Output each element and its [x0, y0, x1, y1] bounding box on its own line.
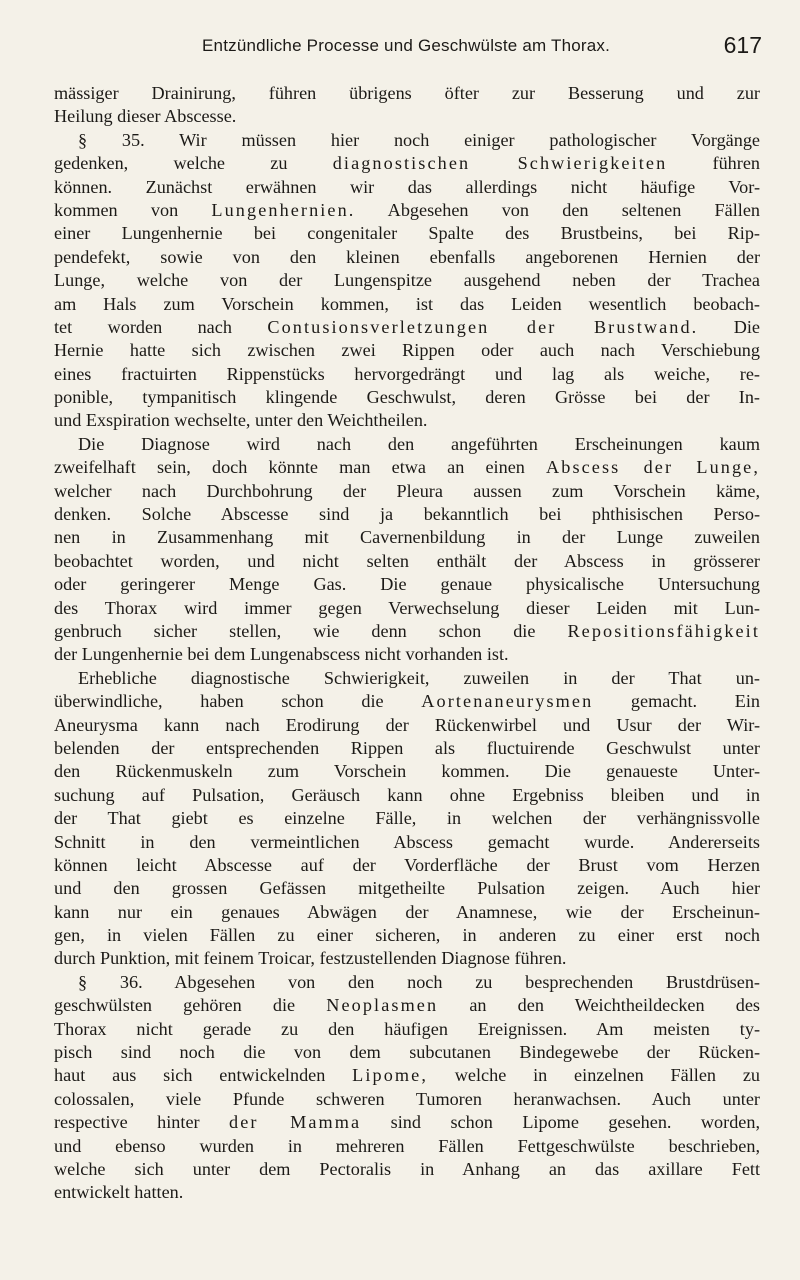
text-run: pendefekt, sowie von den kleinen ebenfalls angeborenen Hernien der	[54, 246, 760, 267]
text-run: an den Weichtheildecken des	[438, 995, 760, 1016]
text-run: Die Diagnose wird nach den angeführten Erscheinungen kaum	[78, 433, 760, 454]
text-line	[54, 667, 760, 690]
text-run: tet worden nach	[54, 316, 268, 337]
text-run: mässiger Drainirung, führen übrigens öfter zur Besserung und zur	[54, 83, 760, 103]
text-line	[54, 643, 760, 666]
text-run: Hernie hatte sich zwischen zwei Rippen oder auch nach Verschiebung	[54, 340, 760, 361]
text-run: einer Lungenhernie bei congenitaler Spalte des Brustbeins, bei Rip-	[54, 223, 760, 244]
text-run: Die	[698, 316, 761, 337]
text-run: der Lungenhernie bei dem Lungenabscess nicht vorhanden ist.	[54, 644, 509, 665]
text-line	[54, 877, 760, 900]
spaced-emphasis: Contusionsverletzungen der Brustwand.	[267, 316, 699, 337]
page-number: 617	[723, 32, 762, 58]
text-line	[54, 1041, 760, 1064]
text-run: und den grossen Gefässen mitgetheilte Pulsation zeigen. Auch hier	[54, 878, 760, 899]
text-run: der That giebt es einzelne Fälle, in welchen der verhängnissvolle	[54, 808, 760, 829]
text-run: belenden der entsprechenden Rippen als fluctuirende Geschwulst unter	[54, 737, 760, 758]
text-line	[54, 924, 760, 947]
text-run: entwickelt hatten.	[54, 1182, 184, 1203]
text-run: den Rückenmuskeln zum Vorschein kommen. Die genaueste Unter-	[54, 761, 760, 782]
text-line	[54, 503, 760, 526]
text-run: Erhebliche diagnostische Schwierigkeit, zuweilen in der That un-	[78, 667, 760, 688]
spaced-emphasis: Aortenaneurysmen	[421, 691, 594, 712]
spaced-emphasis: der Mamma	[229, 1112, 362, 1133]
text-run: ponible, tympanitisch klingende Geschwulst, deren Grösse bei der In-	[54, 387, 760, 408]
text-line	[54, 947, 760, 970]
spaced-emphasis: Lungenhernien.	[211, 199, 356, 220]
text-line	[54, 433, 760, 456]
text-run: welcher nach Durchbohrung der Pleura aussen zum Vorschein käme,	[54, 480, 760, 501]
text-line	[54, 737, 760, 760]
spaced-emphasis: diagnostischen Schwierigkeiten	[332, 153, 668, 174]
text-run: haut aus sich entwickelnden	[54, 1065, 353, 1086]
running-header	[52, 32, 762, 68]
text-line	[54, 550, 760, 573]
text-run: überwindliche, haben schon die	[54, 691, 422, 712]
text-run: Schnitt in den vermeintlichen Abscess gemacht wurde. Andererseits	[54, 831, 760, 852]
text-run: beobachtet worden, und nicht selten enthält der Abscess in grösserer	[54, 550, 760, 571]
spaced-emphasis: Abscess der Lunge,	[546, 457, 761, 478]
text-line	[54, 620, 760, 643]
text-line	[54, 597, 760, 620]
text-line	[54, 246, 760, 269]
text-run: suchung auf Pulsation, Geräusch kann ohne Ergebniss bleiben und in	[54, 784, 760, 805]
text-line	[54, 176, 760, 199]
text-line	[54, 1111, 760, 1134]
text-line	[54, 1181, 760, 1204]
text-run: welche in einzelnen Fällen zu	[427, 1065, 760, 1086]
spaced-emphasis: Neoplasmen	[326, 995, 439, 1016]
text-line	[54, 901, 760, 924]
text-run: können. Zunächst erwähnen wir das allerdings nicht häufige Vor-	[54, 176, 760, 197]
text-run: Abgesehen von den seltenen Fällen	[355, 199, 761, 220]
text-run: pisch sind noch die von dem subcutanen Bindegewebe der Rücken-	[54, 1042, 760, 1063]
text-run: denken. Solche Abscesse sind ja bekanntlich bei phthisischen Perso-	[54, 504, 760, 525]
text-run: können leicht Abscesse auf der Vorderfläche der Brust vom Herzen	[54, 854, 760, 875]
text-run: genbruch sicher stellen, wie denn schon die	[54, 620, 568, 641]
text-run: Lunge, welche von der Lungenspitze ausgehend neben der Trachea	[54, 270, 760, 291]
header-title: Entzündliche Processe und Geschwülste am Thorax.	[202, 36, 611, 55]
text-run: oder geringerer Menge Gas. Die genaue physicalische Untersuchung	[54, 574, 760, 595]
text-line	[54, 363, 760, 386]
text-line	[54, 409, 760, 432]
text-run: gen, in vielen Fällen zu einer sicheren, in anderen zu einer erst noch	[54, 925, 760, 946]
text-line	[54, 854, 760, 877]
text-run: eines fractuirten Rippenstücks hervorgedrängt und lag als weiche, re-	[54, 363, 760, 384]
text-line	[54, 807, 760, 830]
text-line	[54, 994, 760, 1017]
text-line	[54, 316, 760, 339]
text-line	[54, 480, 760, 503]
text-run: und ebenso wurden in mehreren Fällen Fettgeschwülste beschrieben,	[54, 1135, 760, 1156]
text-run: gedenken, welche zu	[54, 153, 333, 174]
spaced-emphasis: Repositionsfähigkeit	[567, 620, 760, 641]
text-line	[54, 1135, 760, 1158]
text-line	[54, 293, 760, 316]
text-line	[54, 129, 760, 152]
text-line	[54, 222, 760, 245]
text-run: welche sich unter dem Pectoralis in Anhang an das axillare Fett	[54, 1158, 760, 1179]
text-run: Heilung dieser Abscesse.	[54, 106, 237, 127]
text-line	[54, 526, 760, 549]
text-line	[54, 152, 760, 175]
text-run: des Thorax wird immer gegen Verwechselung dieser Leiden mit Lun-	[54, 597, 760, 618]
text-line	[54, 971, 760, 994]
text-line	[54, 105, 760, 128]
text-line	[54, 714, 760, 737]
text-run: § 36. Abgesehen von den noch zu besprechenden Brustdrüsen-	[78, 971, 760, 992]
text-run: sind schon Lipome gesehen. worden,	[361, 1112, 760, 1133]
text-run: colossalen, viele Pfunde schweren Tumoren heranwachsen. Auch unter	[54, 1088, 760, 1109]
body-text	[54, 82, 760, 1205]
text-run: und Exspiration wechselte, unter den Weichtheilen.	[54, 410, 428, 431]
text-run: geschwülsten gehören die	[54, 995, 327, 1016]
text-line	[54, 573, 760, 596]
text-line	[54, 760, 760, 783]
text-run: führen	[667, 153, 761, 174]
text-line	[54, 1088, 760, 1111]
text-line	[54, 339, 760, 362]
text-run: kommen von	[54, 199, 212, 220]
text-run: am Hals zum Vorschein kommen, ist das Leiden wesentlich beobach-	[54, 293, 760, 314]
text-line	[54, 456, 760, 479]
text-line	[54, 1158, 760, 1181]
text-run: Thorax nicht gerade zu den häufigen Ereignissen. Am meisten ty-	[54, 1018, 760, 1039]
text-line	[54, 386, 760, 409]
text-line	[54, 831, 760, 854]
text-line	[54, 1018, 760, 1041]
text-line	[54, 784, 760, 807]
text-line	[54, 1064, 760, 1087]
text-run: Aneurysma kann nach Erodirung der Rückenwirbel und Usur der Wir-	[54, 714, 760, 735]
text-run: kann nur ein genaues Abwägen der Anamnese, wie der Erscheinun-	[54, 901, 760, 922]
text-line	[54, 199, 760, 222]
text-line	[54, 690, 760, 713]
text-run: durch Punktion, mit feinem Troicar, festzustellenden Diagnose führen.	[54, 948, 567, 969]
text-run: zweifelhaft sein, doch könnte man etwa an einen	[54, 457, 547, 478]
text-run: nen in Zusammenhang mit Cavernenbildung in der Lunge zuweilen	[54, 527, 760, 548]
text-line	[54, 82, 760, 105]
text-run: § 35. Wir müssen hier noch einiger pathologischer Vorgänge	[78, 129, 760, 150]
text-run: gemacht. Ein	[593, 691, 760, 712]
spaced-emphasis: Lipome,	[352, 1065, 428, 1086]
text-run: respective hinter	[54, 1112, 230, 1133]
text-line	[54, 269, 760, 292]
